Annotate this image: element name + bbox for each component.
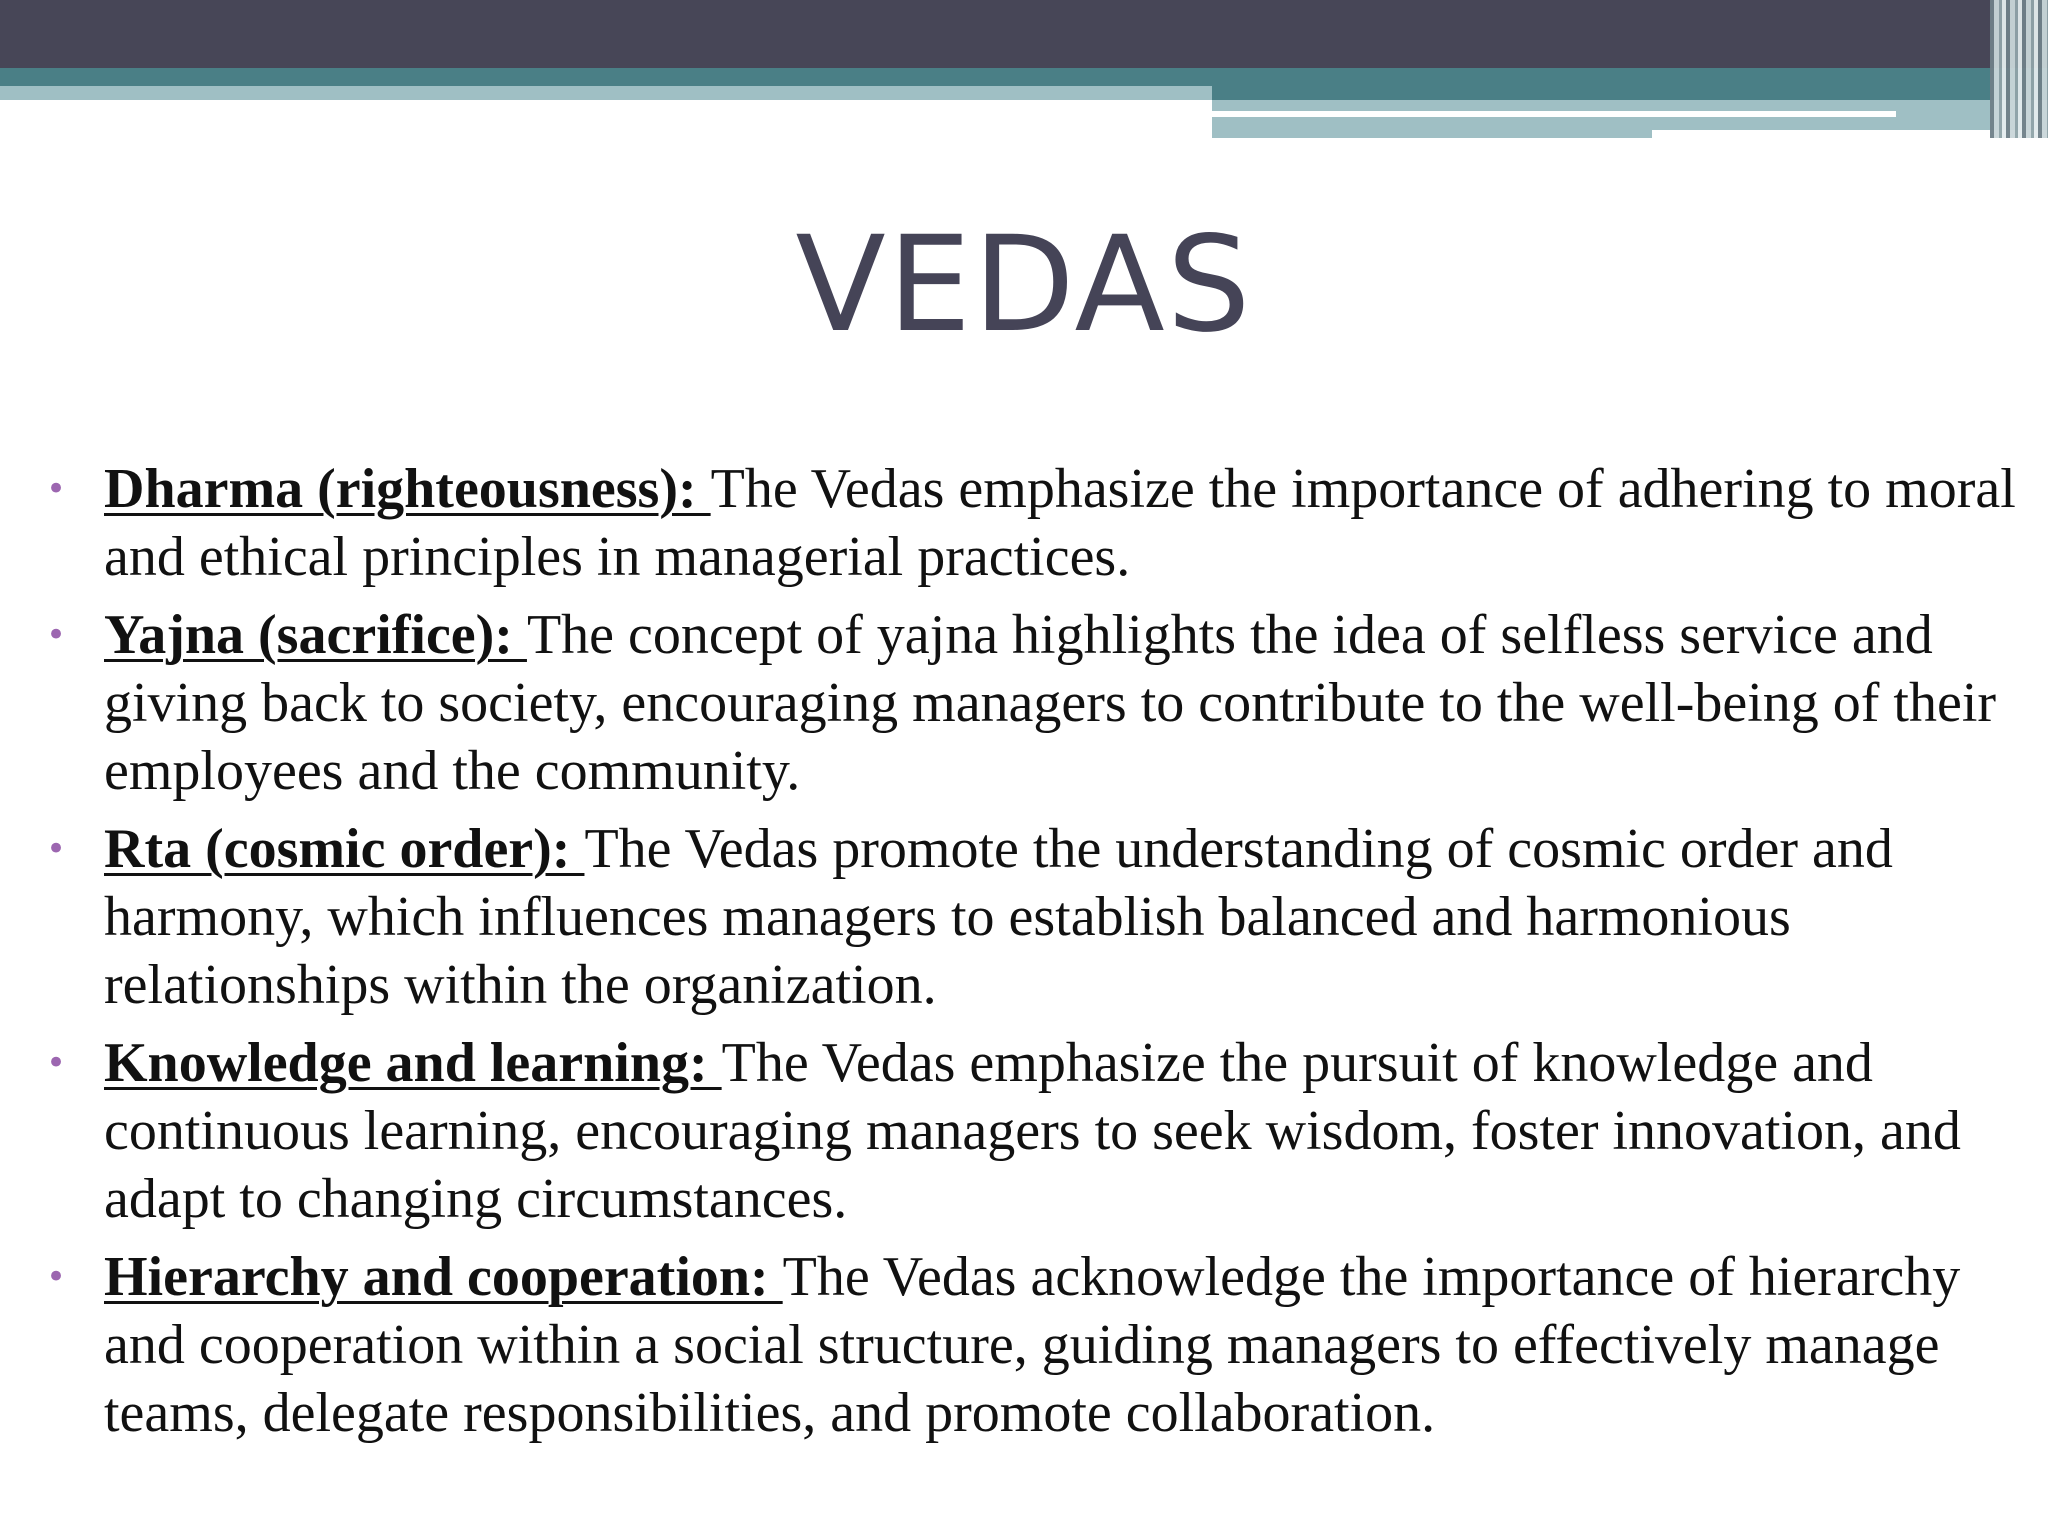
bullet-item-yajna: [38, 601, 2028, 805]
bullet-list: [38, 455, 2028, 1457]
bullet-text: The concept of yajna highlights the idea of selfless service and giving back to society, encouraging managers to contribute to the well-being of their employees and the community.: [104, 604, 1997, 802]
bullet-term: Rta (cosmic order):: [104, 818, 585, 880]
bullet-term: Knowledge and learning:: [104, 1032, 722, 1094]
bullet-icon: •: [46, 1043, 67, 1083]
bullet-icon: •: [46, 829, 67, 869]
bullet-icon: •: [46, 615, 67, 655]
bullet-item-dharma: [38, 455, 2028, 591]
slide-title: VEDAS: [795, 208, 1253, 362]
header-dark-band: [0, 0, 2048, 68]
header-right-teal-band: [1212, 86, 2048, 100]
bullet-term: Dharma (righteousness):: [104, 458, 711, 520]
bullet-text: The Vedas promote the understanding of cosmic order and harmony, which influences managers to establish balanced and harmonious relationships within the organization.: [104, 818, 1893, 1016]
bullet-item-rta: [38, 815, 2028, 1019]
bullet-icon: •: [46, 469, 67, 509]
bullet-term: Hierarchy and cooperation:: [104, 1246, 783, 1308]
header-white-line-lower: [1652, 130, 2048, 138]
bullet-text: The Vedas emphasize the importance of adhering to moral and ethical principles in managerial practices.: [104, 458, 2016, 588]
header-light-band: [0, 86, 1212, 100]
bullet-term: Yajna (sacrifice):: [104, 604, 527, 666]
bullet-item-knowledge: [38, 1029, 2028, 1233]
header-stripes-decoration: [1990, 0, 2048, 138]
header-teal-band: [0, 68, 2048, 86]
bullet-text: The Vedas acknowledge the importance of hierarchy and cooperation within a social structure, guiding managers to effectively manage teams, delegate responsibilities, and promote collaboration.: [104, 1246, 1961, 1444]
header-white-line: [1212, 111, 1896, 117]
bullet-text: The Vedas emphasize the pursuit of knowledge and continuous learning, encouraging managers to seek wisdom, foster innovation, and adapt to changing circumstances.: [104, 1032, 1961, 1230]
bullet-icon: •: [46, 1257, 67, 1297]
bullet-item-hierarchy: [38, 1243, 2028, 1447]
